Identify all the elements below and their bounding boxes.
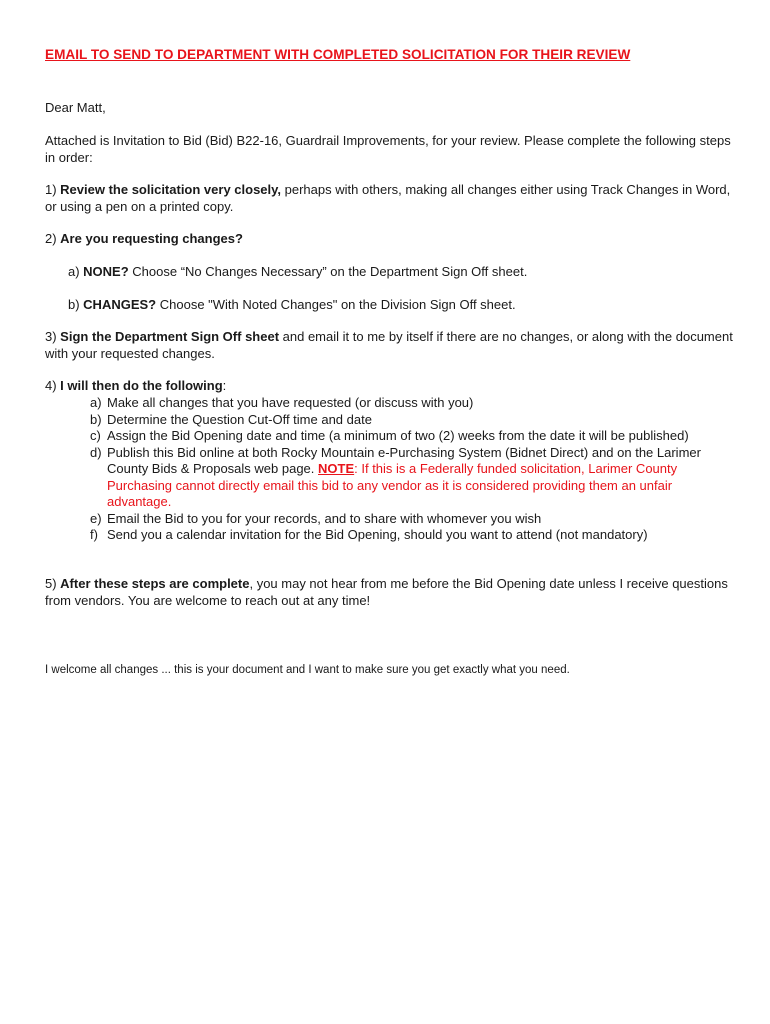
- step-2a-text: Choose “No Changes Necessary” on the Department Sign Off sheet.: [128, 264, 528, 279]
- list-item-text: [107, 445, 730, 511]
- list-item: [90, 527, 730, 544]
- list-item-text: Assign the Bid Opening date and time (a minimum of two (2) weeks from the date it will be published): [107, 428, 689, 443]
- intro-paragraph: Attached is Invitation to Bid (Bid) B22-16, Guardrail Improvements, for your review. Please complete the following steps in order:: [45, 133, 731, 165]
- step-3: [45, 329, 735, 362]
- list-item-text: Email the Bid to you for your records, and to share with whomever you wish: [107, 510, 542, 526]
- step-4-number: 4): [45, 378, 61, 393]
- list-item-label: d): [90, 444, 102, 460]
- note-label: NOTE: [318, 461, 355, 476]
- list-item-label: a): [90, 395, 102, 410]
- step-2-option-a: [68, 264, 728, 281]
- step-2-number: 2): [45, 231, 61, 246]
- list-item: [90, 511, 730, 528]
- step-1-number: 1): [45, 182, 61, 197]
- step-2-heading: Are you requesting changes?: [60, 231, 243, 246]
- step-3-text: and email it to me by itself if there are no changes, or along with the document with your requested changes.: [45, 329, 733, 361]
- page-title: EMAIL TO SEND TO DEPARTMENT WITH COMPLETED SOLICITATION FOR THEIR REVIEW: [45, 47, 631, 62]
- step-4-list: [90, 395, 730, 544]
- step-4-heading: I will then do the following: [60, 378, 223, 393]
- list-item-label: e): [90, 510, 102, 526]
- step-2b-heading: CHANGES?: [83, 297, 157, 312]
- step-5: [45, 576, 735, 609]
- list-item-text: Determine the Question Cut-Off time and date: [107, 411, 372, 427]
- step-3-heading: Sign the Department Sign Off sheet: [60, 329, 280, 344]
- step-2a-heading: NONE?: [83, 264, 129, 279]
- step-2b-text: Choose "With Noted Changes" on the Division Sign Off sheet.: [156, 297, 516, 312]
- list-item-text: Make all changes that you have requested (or discuss with you): [107, 395, 474, 410]
- step-1-text: perhaps with others, making all changes either using Track Changes in Word, or using a pen on a printed copy.: [45, 182, 731, 214]
- list-item-label: b): [90, 411, 102, 427]
- step-2: [45, 231, 735, 248]
- list-item: [90, 445, 730, 511]
- step-2a-label: a): [68, 264, 84, 279]
- step-5-number: 5): [45, 576, 61, 591]
- step-2b-label: b): [68, 297, 84, 312]
- list-item-text: Send you a calendar invitation for the Bid Opening, should you want to attend (not mandatory): [107, 527, 648, 542]
- step-3-number: 3): [45, 329, 61, 344]
- greeting: Dear Matt,: [45, 100, 106, 115]
- closing-note: I welcome all changes ... this is your document and I want to make sure you get exactly what you need.: [45, 664, 570, 676]
- step-4: [45, 378, 735, 395]
- step-5-text: , you may not hear from me before the Bid Opening date unless I receive questions from vendors. You are welcome to reach out at any time!: [45, 576, 728, 608]
- list-item-label: c): [90, 428, 101, 443]
- list-item: [90, 395, 730, 412]
- list-item: [90, 412, 730, 429]
- note-text: : If this is a Federally funded solicitation, Larimer County Purchasing cannot directly email this bid to any vendor as it is considered providing them an unfair advantage.: [107, 461, 678, 509]
- list-item: [90, 428, 730, 445]
- step-5-heading: After these steps are complete: [60, 576, 250, 591]
- list-item-main-text: Publish this Bid online at both Rocky Mountain e-Purchasing System (Bidnet Direct) and on the Larimer County Bids & Proposals web page.: [107, 444, 701, 476]
- step-1-heading: Review the solicitation very closely,: [60, 182, 282, 197]
- step-1: [45, 182, 735, 215]
- step-4-colon: :: [222, 378, 227, 393]
- list-item-label: f): [90, 527, 98, 542]
- step-2-option-b: [68, 297, 728, 314]
